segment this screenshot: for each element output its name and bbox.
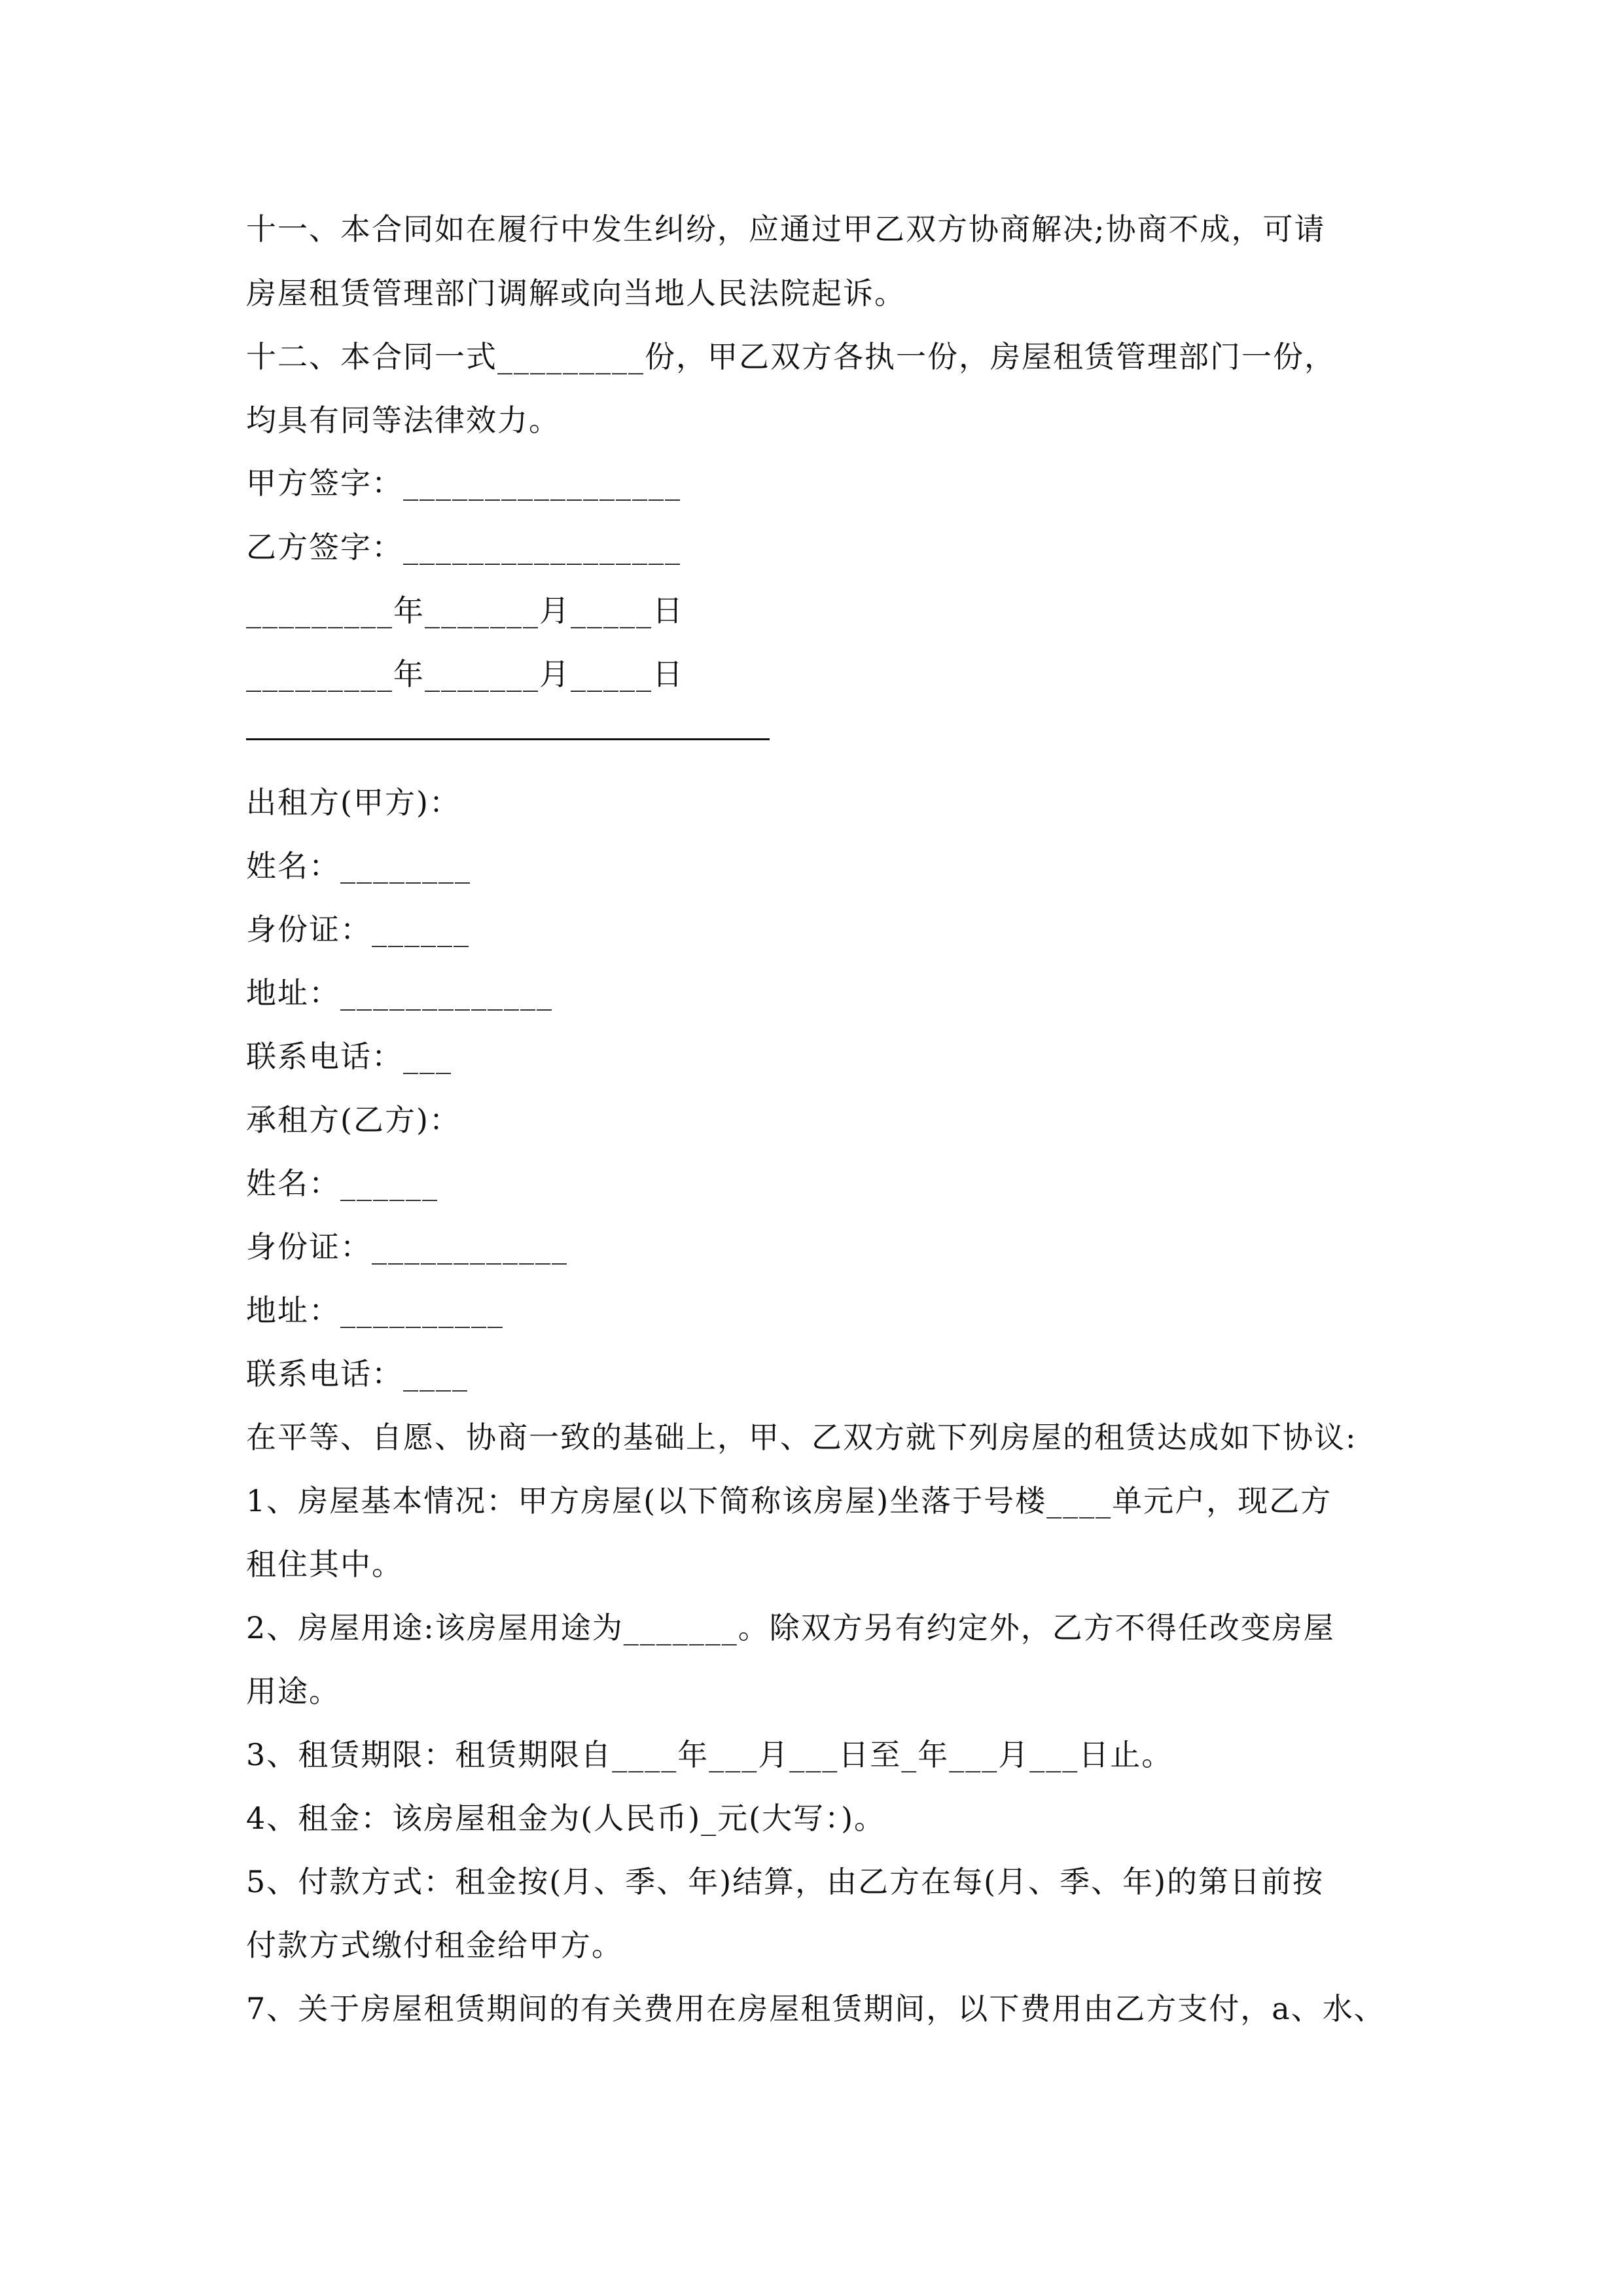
- lessor-heading: 出租方(甲方)：: [246, 785, 461, 820]
- lessee-id-line: 身份证：____________: [246, 1229, 568, 1265]
- clause-11-line-2: 房屋租赁管理部门调解或向当地人民法院起诉。: [246, 276, 906, 311]
- clause-2-line-1: 2、房屋用途:该房屋用途为_______。除双方另有约定外，乙方不得任改变房屋: [246, 1610, 1335, 1645]
- lessee-heading: 承租方(乙方)：: [246, 1102, 461, 1138]
- clause-2-line-2: 用途。: [246, 1674, 340, 1709]
- clause-3-line: 3、租赁期限：租赁期限自____年___月___日至_年___月___日止。: [246, 1737, 1173, 1772]
- clause-7-line-1: 7、关于房屋租赁期间的有关费用在房屋租赁期间，以下费用由乙方支付，a、水、: [246, 1991, 1385, 2026]
- clause-5-line-2: 付款方式缴付租金给甲方。: [246, 1928, 623, 1963]
- lessee-phone-line: 联系电话：____: [246, 1356, 469, 1391]
- clause-12-line-1: 十二、本合同一式_________份，甲乙双方各执一份，房屋租赁管理部门一份，: [246, 339, 1336, 374]
- clause-1-line-1: 1、房屋基本情况：甲方房屋(以下简称该房屋)坐落于号楼____单元户，现乙方: [246, 1483, 1332, 1518]
- signature-date-line-1: _________年_______月_____日: [246, 593, 684, 628]
- agreement-intro: 在平等、自愿、协商一致的基础上，甲、乙双方就下列房屋的租赁达成如下协议:: [246, 1420, 1357, 1455]
- lessee-name-line: 姓名：______: [246, 1166, 438, 1201]
- clause-5-line-1: 5、付款方式：租金按(月、季、年)结算，由乙方在每(月、季、年)的第日前按: [246, 1864, 1325, 1899]
- lessor-name-line: 姓名：________: [246, 848, 471, 884]
- signature-date-line-2: _________年_______月_____日: [246, 656, 684, 692]
- lessor-phone-line: 联系电话：___: [246, 1039, 452, 1074]
- lessee-address-line: 地址：__________: [246, 1293, 504, 1328]
- section-divider: [246, 738, 770, 740]
- party-b-signature-line: 乙方签字：_________________: [246, 529, 681, 565]
- clause-12-line-2: 均具有同等法律效力。: [246, 403, 560, 438]
- lessor-address-line: 地址：_____________: [246, 975, 553, 1011]
- lessor-id-line: 身份证：______: [246, 912, 470, 947]
- party-a-signature-line: 甲方签字：_________________: [246, 465, 681, 501]
- clause-11-line-1: 十一、本合同如在履行中发生纠纷，应通过甲乙双方协商解决;协商不成，可请: [246, 211, 1326, 247]
- clause-1-line-2: 租住其中。: [246, 1547, 403, 1582]
- clause-4-line: 4、租金：该房屋租金为(人民币)_元(大写：)。: [246, 1801, 886, 1836]
